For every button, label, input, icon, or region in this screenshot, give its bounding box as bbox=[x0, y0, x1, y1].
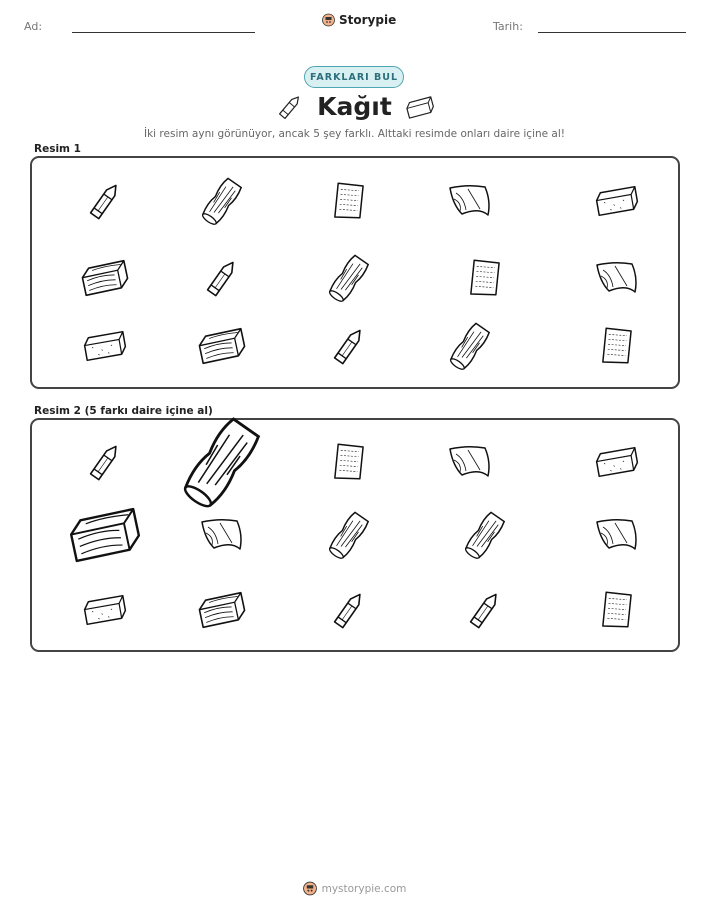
wood-log-icon bbox=[319, 248, 379, 308]
name-line[interactable] bbox=[72, 32, 255, 33]
brand bbox=[322, 13, 396, 27]
crayon-icon bbox=[192, 248, 252, 308]
brand-name: Storypie bbox=[339, 13, 397, 27]
storypie-logo-icon bbox=[322, 13, 335, 27]
date-label: Tarih: bbox=[493, 20, 523, 33]
eraser-icon bbox=[402, 92, 438, 122]
picture-1-label: Resim 1 bbox=[34, 143, 81, 155]
wood-block-icon[interactable] bbox=[60, 490, 150, 580]
crayon-icon bbox=[75, 171, 135, 231]
footer bbox=[0, 881, 709, 896]
eraser-icon bbox=[75, 316, 135, 376]
crayon-icon[interactable] bbox=[75, 432, 135, 492]
cloth-icon[interactable] bbox=[440, 432, 500, 492]
cloth-icon[interactable] bbox=[587, 505, 647, 565]
name-label: Ad: bbox=[24, 20, 43, 33]
picture-2-label: Resim 2 (5 farkı daire içine al) bbox=[34, 405, 213, 417]
storypie-logo-icon bbox=[303, 881, 317, 896]
wood-log-icon[interactable] bbox=[165, 405, 279, 519]
footer-url: mystorypie.com bbox=[321, 882, 407, 895]
eraser-icon[interactable] bbox=[587, 432, 647, 492]
wood-block-icon[interactable] bbox=[192, 580, 252, 640]
crayon-icon[interactable] bbox=[319, 580, 379, 640]
wood-block-icon bbox=[192, 316, 252, 376]
paper-icon bbox=[455, 248, 515, 308]
wood-block-icon bbox=[75, 248, 135, 308]
picture-1-panel bbox=[30, 156, 680, 389]
paper-icon bbox=[587, 316, 647, 376]
crayon-icon[interactable] bbox=[455, 580, 515, 640]
instructions: İki resim aynı görünüyor, ancak 5 şey farklı. Alttaki resimde onları daire içine al! bbox=[144, 128, 565, 140]
page-title: Kağıt bbox=[317, 92, 392, 121]
paper-icon[interactable] bbox=[587, 580, 647, 640]
wood-log-icon[interactable] bbox=[455, 505, 515, 565]
wood-log-icon bbox=[192, 171, 252, 231]
wood-log-icon bbox=[440, 316, 500, 376]
date-line[interactable] bbox=[538, 32, 686, 33]
picture-2-panel[interactable] bbox=[30, 418, 680, 652]
cloth-icon bbox=[587, 248, 647, 308]
cloth-icon bbox=[440, 171, 500, 231]
paper-icon bbox=[319, 171, 379, 231]
eraser-icon[interactable] bbox=[75, 580, 135, 640]
paper-icon[interactable] bbox=[319, 432, 379, 492]
cloth-icon[interactable] bbox=[192, 505, 252, 565]
crayon-icon bbox=[319, 316, 379, 376]
eraser-icon bbox=[587, 171, 647, 231]
wood-log-icon[interactable] bbox=[319, 505, 379, 565]
find-differences-badge: FARKLARI BUL bbox=[304, 66, 404, 88]
